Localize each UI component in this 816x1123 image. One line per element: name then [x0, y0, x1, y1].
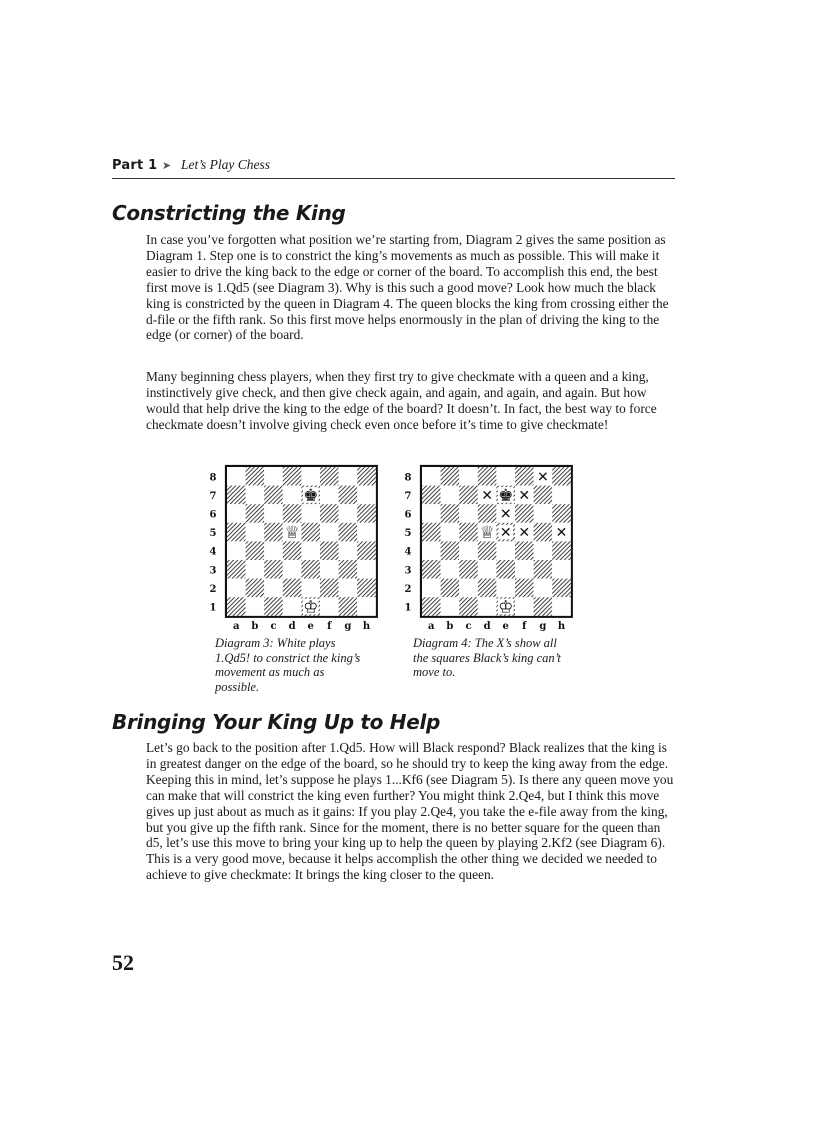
diagram-caption: Diagram 3: White plays 1.Qd5! to constrict the king’s movement as much as possible.	[215, 636, 361, 694]
rank-label: 4	[209, 546, 217, 558]
light-square	[515, 597, 534, 616]
dark-square	[320, 579, 339, 598]
light-square	[246, 523, 265, 542]
x-mark: ✕	[499, 525, 512, 542]
dark-square	[478, 467, 497, 486]
light-square	[283, 597, 302, 616]
dark-square	[264, 560, 283, 579]
dark-square	[339, 486, 358, 505]
dark-square	[283, 541, 302, 560]
dark-square	[552, 541, 571, 560]
dark-square	[264, 523, 283, 542]
light-square	[227, 579, 246, 598]
dark-square	[422, 523, 441, 542]
section-heading-constricting: Constricting the King	[112, 201, 346, 225]
rank-label: 3	[209, 565, 217, 577]
white-king-icon: ♔	[498, 597, 514, 618]
rank-label: 7	[404, 490, 412, 502]
chapter-title: Let’s Play Chess	[181, 157, 271, 172]
light-square	[264, 541, 283, 560]
dark-square	[534, 486, 553, 505]
light-square	[339, 579, 358, 598]
dark-square	[459, 486, 478, 505]
light-square	[320, 560, 339, 579]
file-label: f	[522, 620, 527, 632]
dark-square	[478, 579, 497, 598]
rank-label: 5	[209, 528, 217, 540]
rank-label: 7	[209, 490, 217, 502]
dark-square	[227, 523, 246, 542]
light-square	[441, 597, 460, 616]
rank-label: 6	[404, 509, 412, 521]
dark-square	[441, 541, 460, 560]
light-square	[496, 467, 515, 486]
light-square	[534, 541, 553, 560]
light-square	[264, 579, 283, 598]
file-label: h	[557, 620, 566, 632]
dark-square	[515, 467, 534, 486]
rank-label: 5	[404, 528, 412, 540]
chessboard	[205, 465, 385, 632]
light-square	[422, 467, 441, 486]
dark-square	[246, 541, 265, 560]
file-label: a	[428, 620, 435, 632]
light-square	[264, 504, 283, 523]
section-heading-bringing-king: Bringing Your King Up to Help	[112, 710, 441, 734]
black-king-icon: ♚	[498, 485, 514, 506]
dark-square	[246, 504, 265, 523]
dark-square	[357, 467, 376, 486]
rank-label: 6	[209, 509, 217, 521]
file-label: e	[307, 620, 314, 632]
dark-square	[339, 523, 358, 542]
file-label: b	[251, 620, 259, 632]
file-label: e	[502, 620, 509, 632]
file-label: h	[362, 620, 371, 632]
dark-square	[227, 560, 246, 579]
dark-square	[534, 560, 553, 579]
light-square	[552, 560, 571, 579]
light-square	[459, 467, 478, 486]
light-square	[441, 486, 460, 505]
light-square	[227, 541, 246, 560]
dark-square	[339, 560, 358, 579]
light-square	[534, 504, 553, 523]
x-mark: ✕	[499, 506, 512, 523]
dark-square	[552, 579, 571, 598]
dark-square	[283, 467, 302, 486]
chess-diagram-3	[205, 465, 385, 632]
light-square	[441, 560, 460, 579]
dark-square	[301, 560, 320, 579]
light-square	[496, 579, 515, 598]
light-square	[320, 486, 339, 505]
white-queen-icon: ♕	[284, 523, 300, 544]
light-square	[422, 541, 441, 560]
light-square	[246, 486, 265, 505]
body-paragraph: Let’s go back to the position after 1.Qd5. How will Black respond? Black realizes that the king is in greatest danger on the edge of the board, so he should try to keep the king away from the edge. Keeping this in mind, let’s suppose he plays 1...Kf6 (see Diagram 5). Is there any queen move you can make that will constrict the king even further? You might think 2.Qe4, but I think this move gives up just about as much as it gains: If you play 2.Qe4, you take the e-file away from the king, but you give up the fifth rank. Since for the moment, there is no better square for the queen than d5, let’s use this move to bring your king up to help the queen by playing 2.Kf2 (see Diagram 6). This is a very good move, because it helps accomplish the other thing we decided we needed to achieve to give checkmate: It brings the king closer to the queen.	[146, 740, 674, 883]
dark-square	[357, 541, 376, 560]
light-square	[441, 523, 460, 542]
light-square	[357, 523, 376, 542]
light-square	[301, 467, 320, 486]
file-label: c	[270, 620, 277, 632]
light-square	[478, 560, 497, 579]
dark-square	[227, 597, 246, 616]
file-label: c	[465, 620, 472, 632]
light-square	[339, 541, 358, 560]
dark-square	[552, 504, 571, 523]
dark-square	[264, 486, 283, 505]
white-queen-icon: ♕	[479, 523, 495, 544]
rank-label: 4	[404, 546, 412, 558]
dark-square	[264, 597, 283, 616]
dark-square	[422, 597, 441, 616]
light-square	[227, 504, 246, 523]
dark-square	[246, 579, 265, 598]
light-square	[422, 579, 441, 598]
light-square	[552, 597, 571, 616]
light-square	[283, 560, 302, 579]
light-square	[320, 597, 339, 616]
light-square	[283, 486, 302, 505]
dark-square	[339, 597, 358, 616]
file-label: d	[288, 620, 296, 632]
chess-diagram-4	[400, 465, 580, 632]
file-label: f	[327, 620, 332, 632]
light-square	[246, 560, 265, 579]
dark-square	[515, 579, 534, 598]
light-square	[264, 467, 283, 486]
part-label: Part 1	[112, 158, 158, 173]
dark-square	[357, 579, 376, 598]
dark-square	[478, 504, 497, 523]
light-square	[459, 579, 478, 598]
white-king-icon: ♔	[303, 597, 319, 618]
light-square	[357, 486, 376, 505]
diagram-caption: Diagram 4: The X’s show all the squares Black’s king can’t move to.	[413, 636, 561, 680]
light-square	[534, 579, 553, 598]
rank-label: 8	[209, 472, 217, 484]
light-square	[339, 504, 358, 523]
rank-label: 1	[209, 602, 217, 614]
light-square	[459, 504, 478, 523]
light-square	[320, 523, 339, 542]
rank-label: 2	[209, 583, 217, 595]
file-label: a	[233, 620, 240, 632]
dark-square	[441, 579, 460, 598]
dark-square	[246, 467, 265, 486]
body-paragraph: In case you’ve forgotten what position we’re starting from, Diagram 2 gives the same position as Diagram 1. Step one is to constrict the king’s movements as much as possible. This will make it easier to drive the king back to the edge or corner of the board. To accomplish this end, the best first move is 1.Qd5 (see Diagram 3). Why is this such a good move? Look how much the black king is constricted by the queen in Diagram 4. The queen blocks the king from crossing either the d-file or the fifth rank. So this first move helps enormously in the plan of driving the king to the edge (or corner) of the board.	[146, 232, 669, 343]
light-square	[422, 504, 441, 523]
dark-square	[441, 504, 460, 523]
dark-square	[301, 523, 320, 542]
x-mark: ✕	[518, 487, 531, 504]
dark-square	[496, 560, 515, 579]
light-square	[301, 541, 320, 560]
light-square	[246, 597, 265, 616]
dark-square	[422, 560, 441, 579]
dark-square	[478, 541, 497, 560]
x-mark: ✕	[481, 487, 493, 504]
file-label: g	[539, 620, 547, 632]
light-square	[357, 597, 376, 616]
x-mark: ✕	[537, 469, 549, 486]
light-square	[552, 486, 571, 505]
file-label: d	[483, 620, 491, 632]
dark-square	[552, 467, 571, 486]
dark-square	[515, 541, 534, 560]
light-square	[478, 597, 497, 616]
file-label: b	[446, 620, 454, 632]
dark-square	[320, 504, 339, 523]
dark-square	[534, 523, 553, 542]
dark-square	[459, 523, 478, 542]
rank-label: 1	[404, 602, 412, 614]
light-square	[459, 541, 478, 560]
dark-square	[422, 486, 441, 505]
chessboard	[400, 465, 580, 632]
body-paragraph: Many beginning chess players, when they first try to give checkmate with a queen and a king, instinctively give check, and then give check again, and again, and again, and again. But how would that help drive the king to the edge of the board? It doesn’t. In fact, the best way to force checkmate doesn’t involve giving check even once before it’s time to give checkmate!	[146, 369, 657, 432]
running-header	[112, 156, 675, 179]
dark-square	[283, 504, 302, 523]
x-mark: ✕	[555, 525, 568, 542]
page-number: 52	[112, 950, 134, 975]
x-mark: ✕	[518, 525, 531, 542]
rank-label: 3	[404, 565, 412, 577]
dark-square	[441, 467, 460, 486]
dark-square	[320, 541, 339, 560]
light-square	[301, 504, 320, 523]
dark-square	[357, 504, 376, 523]
arrow-icon: ➤	[162, 160, 172, 172]
light-square	[301, 579, 320, 598]
dark-square	[534, 597, 553, 616]
dark-square	[459, 560, 478, 579]
light-square	[339, 467, 358, 486]
rank-label: 8	[404, 472, 412, 484]
dark-square	[515, 504, 534, 523]
rank-label: 2	[404, 583, 412, 595]
dark-square	[459, 597, 478, 616]
light-square	[496, 541, 515, 560]
light-square	[357, 560, 376, 579]
file-label: g	[344, 620, 352, 632]
light-square	[515, 560, 534, 579]
dark-square	[320, 467, 339, 486]
dark-square	[283, 579, 302, 598]
light-square	[227, 467, 246, 486]
dark-square	[227, 486, 246, 505]
black-king-icon: ♚	[303, 485, 319, 506]
